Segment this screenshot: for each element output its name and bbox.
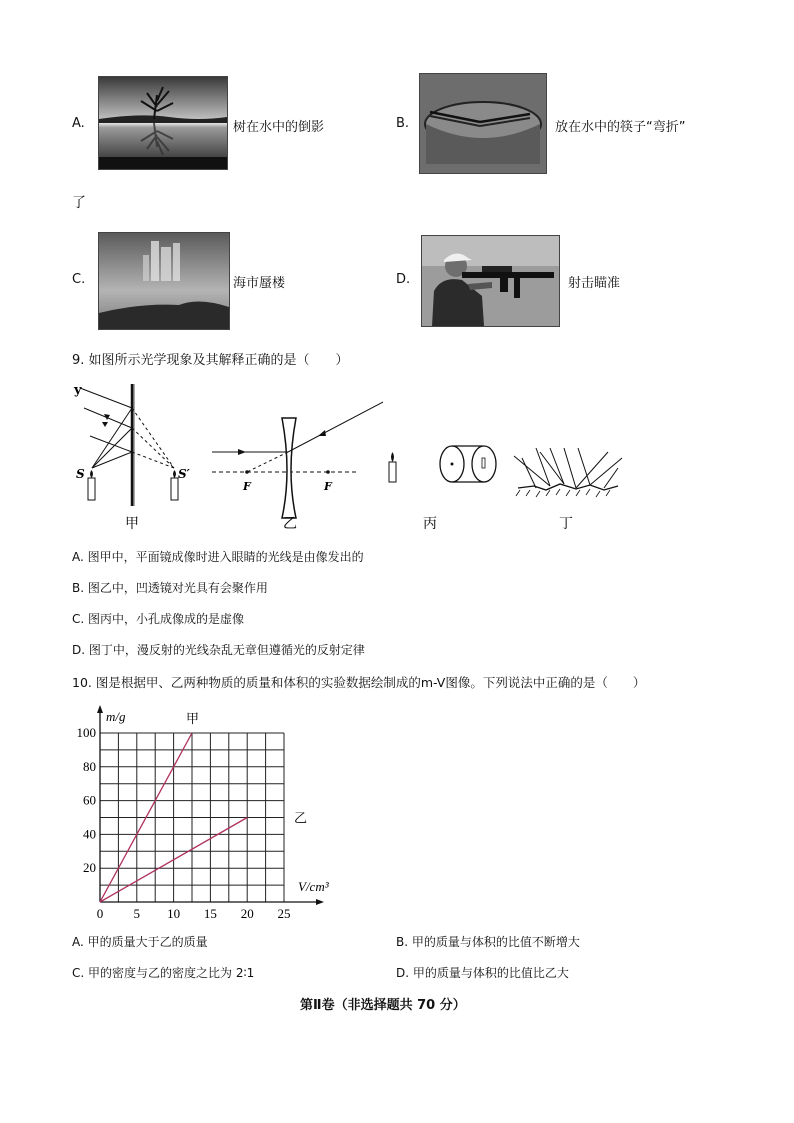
label-bing: 丙 [423, 516, 437, 532]
eye-label: y [74, 383, 82, 398]
section-title: 第Ⅱ卷（非选择题共 70 分） [300, 998, 466, 1013]
q9-option-d[interactable]: D. 图丁中，漫反射的光线杂乱无章但遵循光的反射定律 [72, 643, 365, 657]
option-b-text: 放在水中的筷子“弯折” [555, 120, 686, 135]
mirror-diagram-jia [73, 383, 191, 532]
option-c-letter: C. [72, 272, 86, 287]
m-v-chart [70, 705, 360, 923]
q10-option-d[interactable]: D. 甲的质量与体积的比值比乙大 [396, 966, 569, 980]
x-axis-arrow [316, 899, 324, 905]
series-label-jia: 甲 [186, 712, 200, 727]
y-axis-arrow [97, 705, 103, 713]
q9-option-a[interactable]: A. 图甲中，平面镜成像时进入眼睛的光线是由像发出的 [72, 550, 364, 564]
diffuse-reflection-diagram-ding [514, 448, 622, 532]
option-c-text: 海市蜃楼 [233, 276, 286, 291]
x-tick-label: 5 [133, 906, 141, 921]
F-left-label: F [243, 480, 251, 493]
y-axis-label: m/g [106, 709, 126, 724]
pinhole-diagram-bing [389, 446, 496, 532]
option-d-letter: D. [396, 272, 411, 287]
S-prime-label: S′ [178, 467, 190, 481]
q10-option-c[interactable]: C. 甲的密度与乙的密度之比为 2∶1 [72, 966, 255, 980]
option-a-text: 树在水中的倒影 [233, 120, 325, 135]
shooting-aim-photo [421, 235, 560, 327]
y-tick-label: 20 [83, 860, 96, 876]
series-label-yi: 乙 [294, 811, 308, 827]
tree-reflection-photo [98, 76, 228, 170]
x-tick-label: 10 [167, 906, 181, 921]
question-9-stem: 9. 如图所示光学现象及其解释正确的是（ ） [72, 353, 349, 368]
chopsticks-in-water-photo [419, 73, 547, 174]
option-b-wrap-text: 了 [72, 195, 86, 211]
x-tick-label: 15 [203, 906, 217, 921]
optics-figure [70, 378, 630, 533]
F-right-label: F [324, 480, 332, 493]
label-ding: 丁 [559, 516, 573, 532]
question-10-stem: 10. 图是根据甲、乙两种物质的质量和体积的实验数据绘制成的m-V图像。下列说法中正确的是（ ） [72, 675, 646, 690]
mirage-photo [98, 232, 230, 330]
y-tick-label: 80 [83, 758, 96, 774]
chart-tick-labels [77, 725, 291, 921]
S-label: S [76, 467, 85, 481]
y-tick-label: 40 [83, 826, 96, 842]
label-jia: 甲 [125, 516, 139, 532]
x-tick-label: 0 [96, 906, 104, 921]
concave-lens-diagram-yi [212, 402, 383, 532]
q10-option-a[interactable]: A. 甲的质量大于乙的质量 [72, 935, 208, 949]
option-a-letter: A. [72, 116, 85, 131]
option-b-letter: B. [396, 116, 410, 131]
label-yi: 乙 [283, 516, 297, 532]
option-d-text: 射击瞄准 [568, 276, 621, 291]
y-tick-label: 60 [83, 792, 96, 808]
y-tick-label: 100 [76, 725, 96, 740]
x-axis-label: V/cm³ [298, 879, 329, 894]
chart-grid [100, 733, 284, 902]
x-tick-label: 25 [277, 906, 291, 921]
q9-option-c[interactable]: C. 图丙中，小孔成像成的是虚像 [72, 612, 245, 626]
q10-option-b[interactable]: B. 甲的质量与体积的比值不断增大 [396, 935, 580, 949]
q9-option-b[interactable]: B. 图乙中，凹透镜对光具有会聚作用 [72, 581, 268, 595]
x-tick-label: 20 [240, 906, 254, 921]
chart-series [100, 712, 307, 902]
